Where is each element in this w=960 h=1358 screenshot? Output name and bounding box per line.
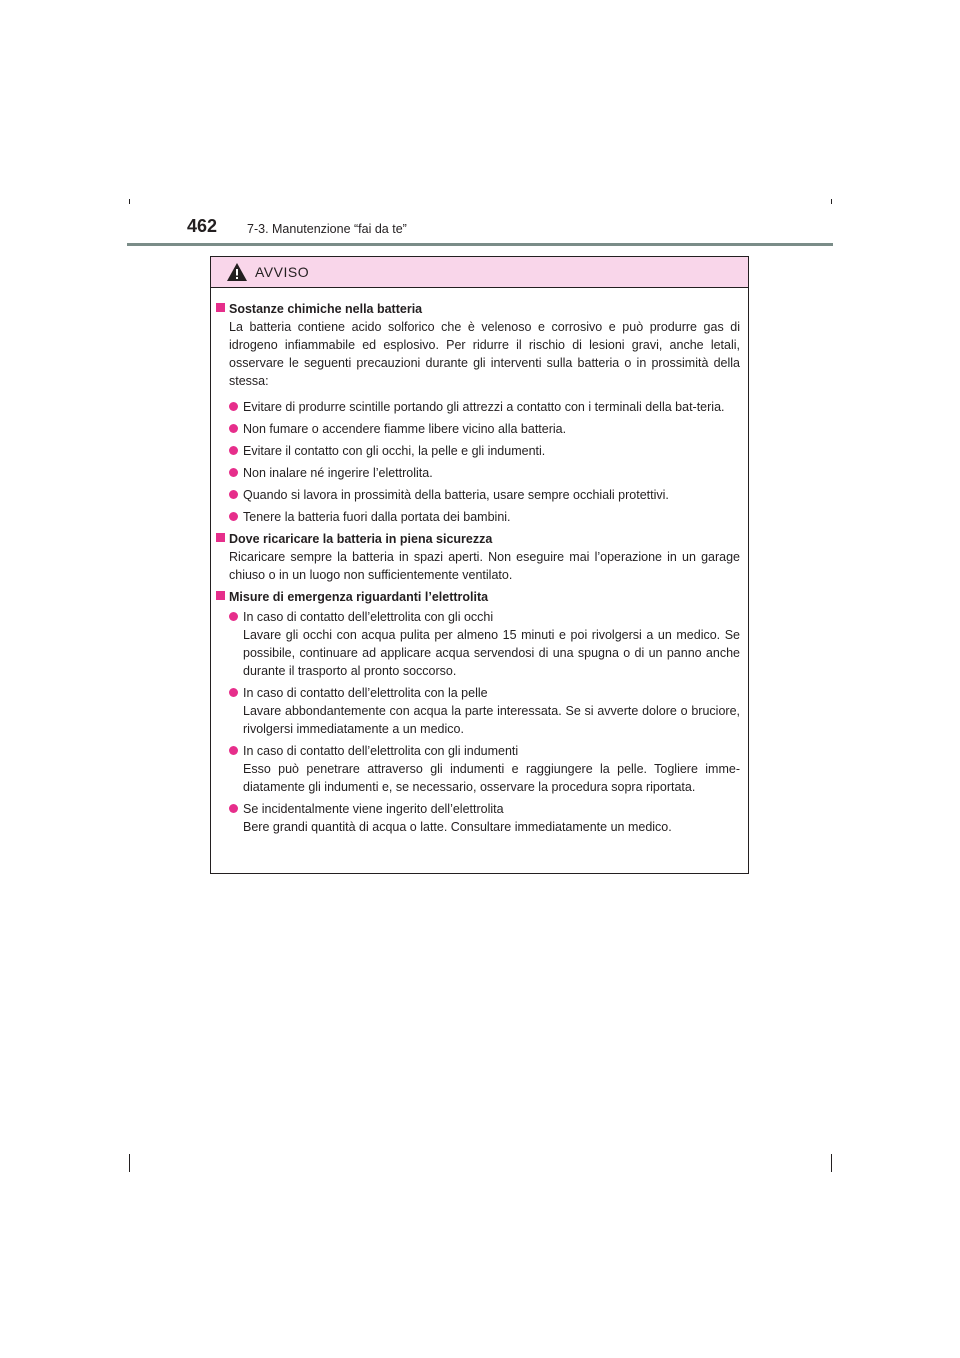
bullet-text: Evitare di produrre scintille portando gli attrezzi a contatto con i terminali della bat-teria. <box>243 400 725 414</box>
bullet-text: Tenere la batteria fuori dalla portata dei bambini. <box>243 510 511 524</box>
item-heading: In caso di contatto dell’elettrolita con gli indumenti <box>243 744 519 758</box>
item-heading: In caso di contatto dell’elettrolita con la pelle <box>243 686 488 700</box>
section-charging <box>211 530 748 584</box>
list-item <box>211 464 748 482</box>
round-bullet-icon <box>229 804 238 813</box>
section-chemicals <box>211 300 748 390</box>
bullet-text: Quando si lavora in prossimità della batteria, usare sempre occhiali protettivi. <box>243 488 669 502</box>
item-text: Esso può penetrare attraverso gli indumenti e raggiungere la pelle. Togliere imme-diatamente gli indumenti e, se necessario, osservare la procedura sopra riportata. <box>243 762 740 794</box>
square-bullet-icon <box>216 303 225 312</box>
warning-box <box>210 256 749 874</box>
list-item <box>211 608 748 680</box>
item-text: Lavare abbondantemente con acqua la parte interessata. Se si avverte dolore o bruciore, rivolgersi immediatamente a un medico. <box>243 704 740 736</box>
section-paragraph-chemicals: La batteria contiene acido solforico che è velenoso e corrosivo e può produrre gas di idrogeno infiammabile ed esplosivo. Per ridurre il rischio di lesioni gravi, anche letali, osservare le seguenti precauzioni durante gli interventi sulla batteria o in prossimità della stessa: <box>229 320 740 388</box>
section-emergency <box>211 588 748 606</box>
header-rule <box>127 243 833 246</box>
round-bullet-icon <box>229 512 238 521</box>
page-number: 462 <box>187 216 218 236</box>
warning-header <box>211 257 748 288</box>
crop-mark-bottom-right <box>831 1154 832 1172</box>
section-paragraph-charging: Ricaricare sempre la batteria in spazi aperti. Non eseguire mai l’operazione in un garage chiuso o in un luogo non sufficientemente ventilato. <box>229 550 740 582</box>
crop-mark-top-left <box>129 199 130 204</box>
round-bullet-icon <box>229 468 238 477</box>
bullet-text: Evitare il contatto con gli occhi, la pelle e gli indumenti. <box>243 444 546 458</box>
round-bullet-icon <box>229 446 238 455</box>
list-item <box>211 508 748 526</box>
item-text: Bere grandi quantità di acqua o latte. Consultare immediatamente un medico. <box>243 820 672 834</box>
list-item <box>211 800 748 836</box>
warning-label: AVVISO <box>255 264 310 280</box>
crop-mark-bottom-left <box>129 1154 130 1172</box>
crop-mark-top-right <box>831 199 832 204</box>
section-title: 7-3. Manutenzione “fai da te” <box>247 222 407 236</box>
bullet-text: Non inalare né ingerire l’elettrolita. <box>243 466 433 480</box>
round-bullet-icon <box>229 746 238 755</box>
list-item <box>211 442 748 460</box>
section-title-emergency: Misure di emergenza riguardanti l’elettrolita <box>229 590 489 604</box>
item-heading: Se incidentalmente viene ingerito dell’elettrolita <box>243 802 504 816</box>
section-title-charging: Dove ricaricare la batteria in piena sicurezza <box>229 532 493 546</box>
round-bullet-icon <box>229 402 238 411</box>
list-item <box>211 486 748 504</box>
list-item <box>211 398 748 416</box>
warning-content <box>211 300 748 836</box>
round-bullet-icon <box>229 612 238 621</box>
item-text: Lavare gli occhi con acqua pulita per almeno 15 minuti e poi rivolgersi a un medico. Se possibile, continuare ad applicare acqua servendosi di una spugna o di un panno anche durante il trasporto al pronto soccorso. <box>243 628 740 678</box>
list-item <box>211 684 748 738</box>
list-item <box>211 742 748 796</box>
round-bullet-icon <box>229 490 238 499</box>
section-title-chemicals: Sostanze chimiche nella batteria <box>229 302 423 316</box>
square-bullet-icon <box>216 533 225 542</box>
round-bullet-icon <box>229 688 238 697</box>
list-item <box>211 420 748 438</box>
item-heading: In caso di contatto dell’elettrolita con gli occhi <box>243 610 494 624</box>
warning-triangle-icon <box>226 262 248 282</box>
square-bullet-icon <box>216 591 225 600</box>
bullet-text: Non fumare o accendere fiamme libere vicino alla batteria. <box>243 422 567 436</box>
round-bullet-icon <box>229 424 238 433</box>
